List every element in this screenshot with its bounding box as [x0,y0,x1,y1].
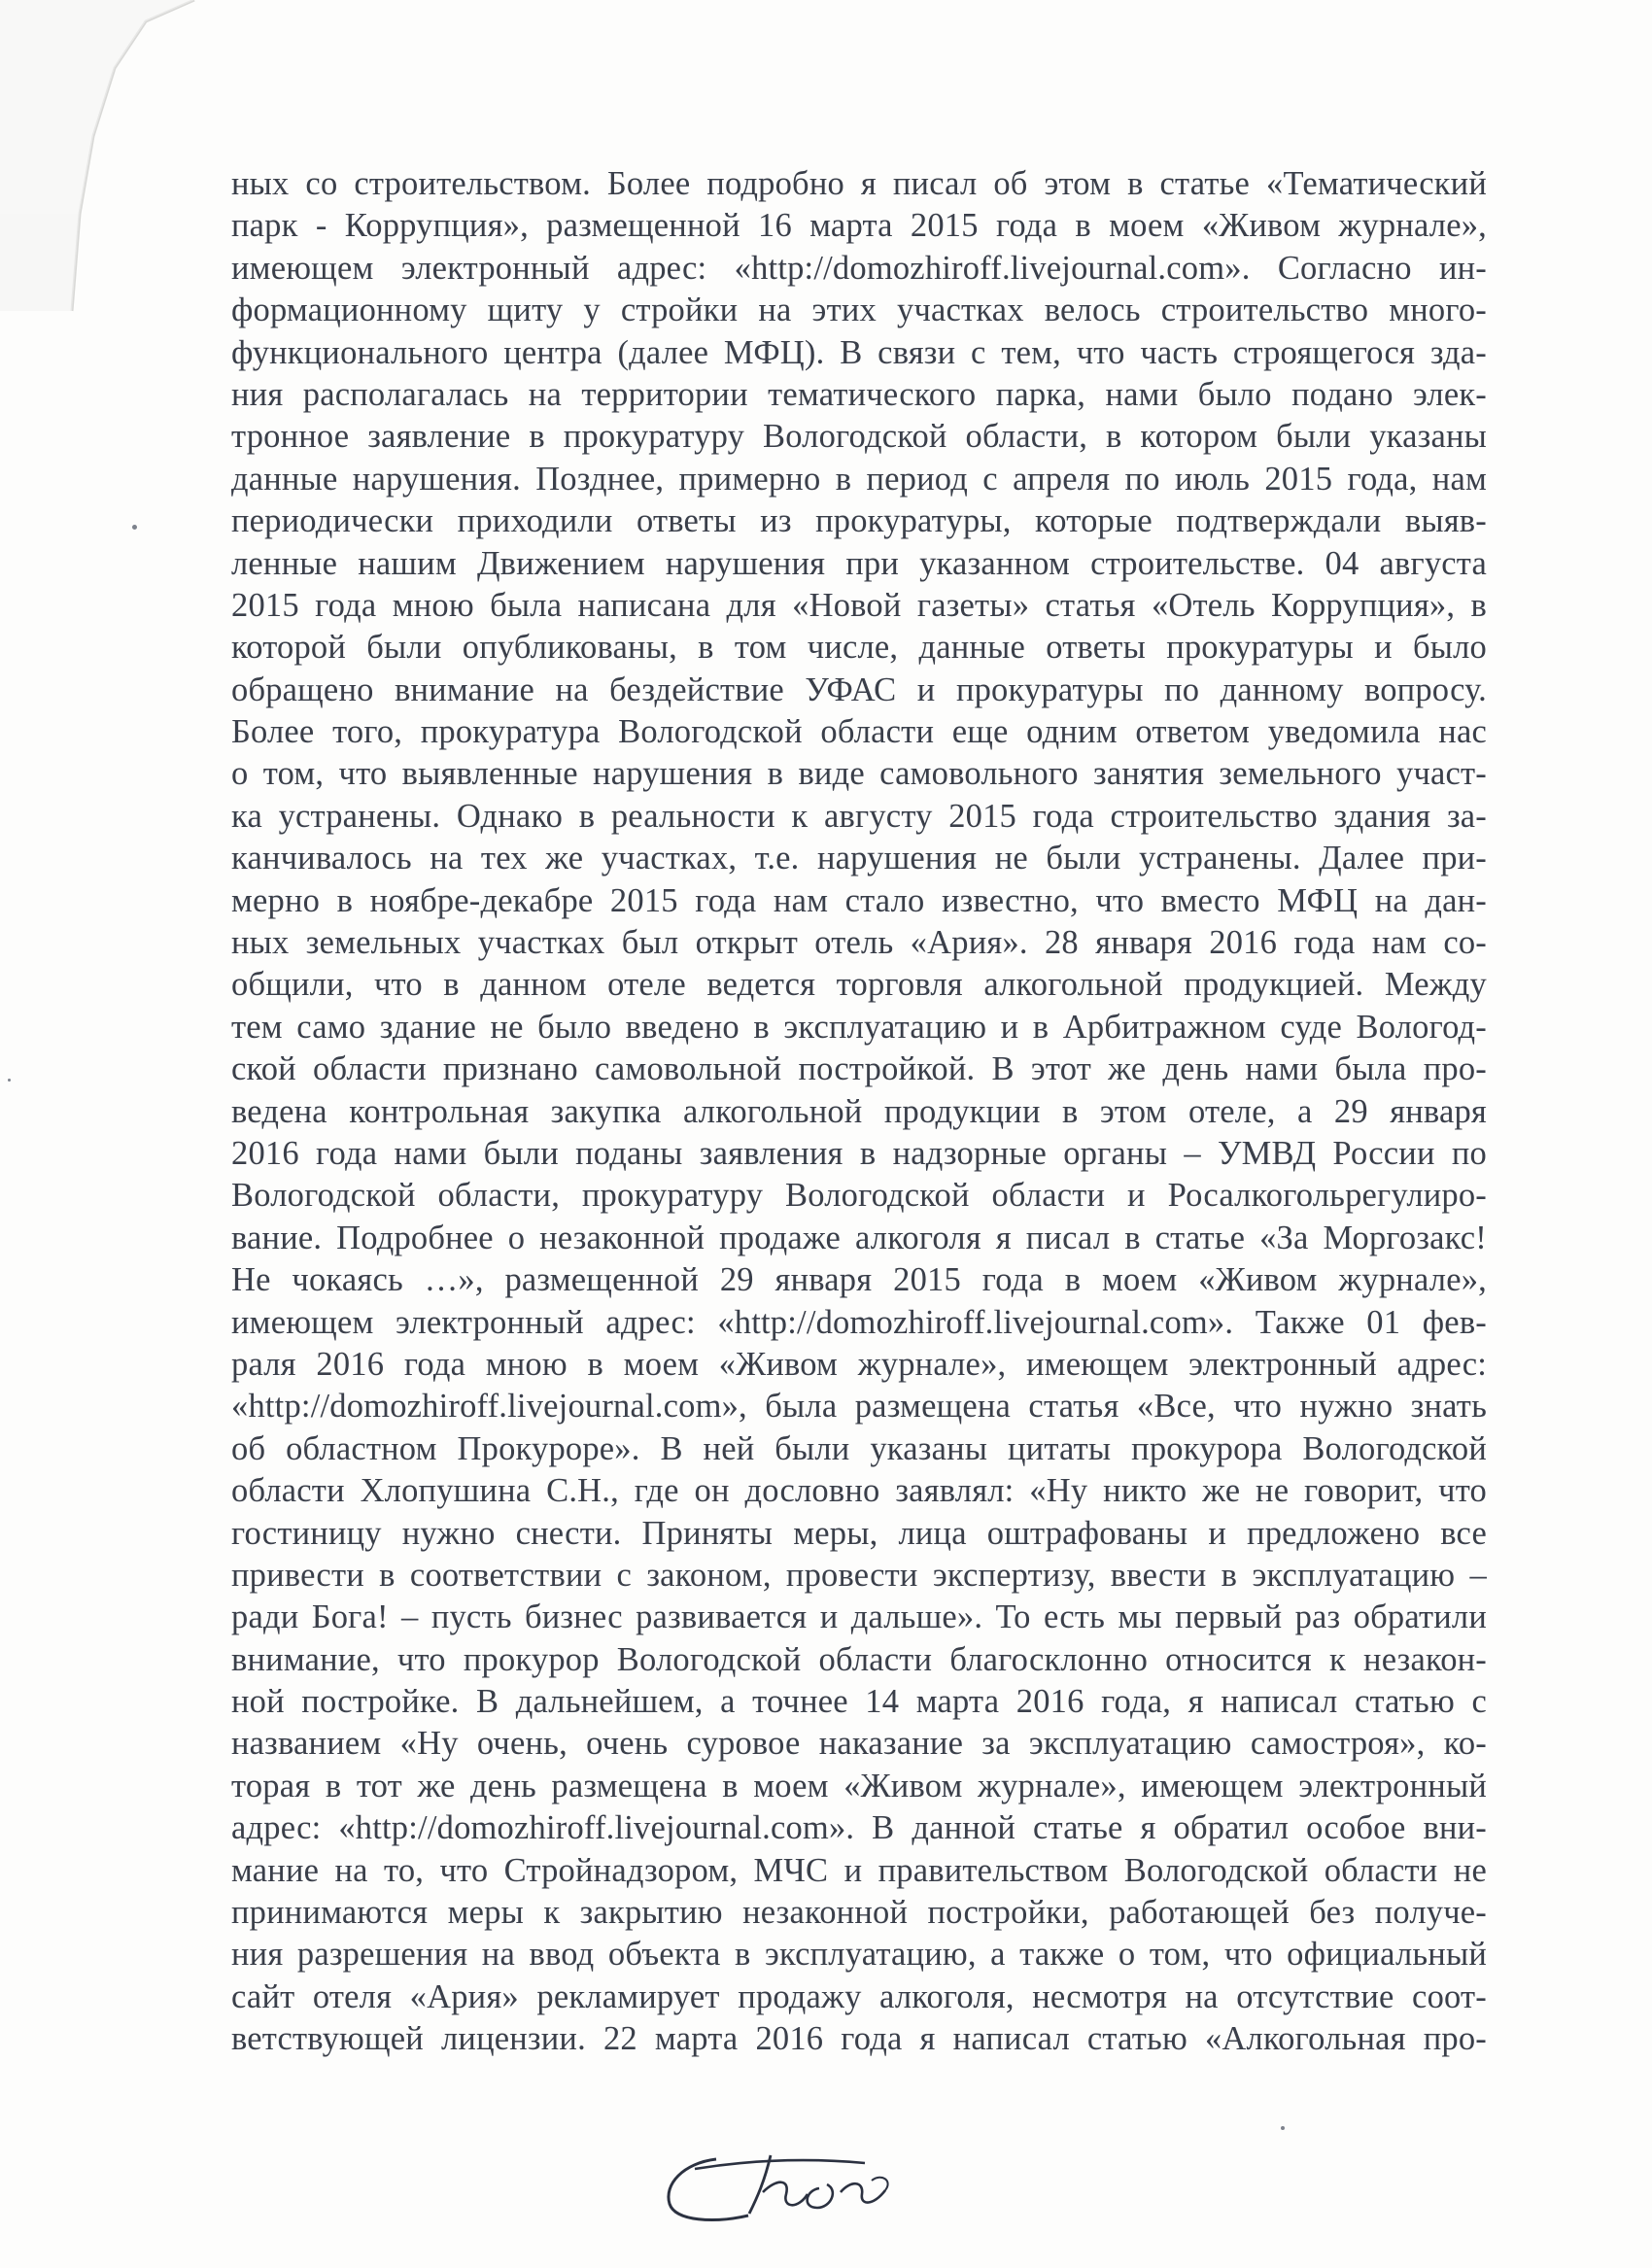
text-line: принимаются меры к закрытию незаконной постройки, работающей без получе- [231,1894,1487,1932]
text-line: привести в соответствии с законом, провести экспертизу, ввести в эксплуатацию – [231,1556,1487,1594]
text-line: торая в тот же день размещена в моем «Живом журнале», имеющем электронный [231,1767,1487,1804]
text-line: Вологодской области, прокуратуру Вологодской области и Росалкогольрегулиро- [231,1177,1487,1215]
text-line: ской области признано самовольной постройкой. В этот же день нами была про- [231,1050,1487,1088]
text-line: обращено внимание на бездействие УФАС и прокуратуры по данному вопросу. [231,670,1487,708]
text-line: мерно в ноябре-декабре 2015 года нам стало известно, что вместо МФЦ на дан- [231,881,1487,919]
text-line: о том, что выявленные нарушения в виде самовольного занятия земельного участ- [231,755,1487,793]
text-line: ленные нашим Движением нарушения при указанном строительстве. 04 августа [231,544,1487,582]
text-line: периодически приходили ответы из прокуратуры, которые подтверждали выяв- [231,502,1487,540]
text-line: которой были опубликованы, в том числе, данные ответы прокуратуры и было [231,629,1487,667]
text-line: ради Бога! – пусть бизнес развивается и дальше». То есть мы первый раз обратили [231,1598,1487,1636]
text-line: Более того, прокуратура Вологодской области еще одним ответом уведомила нас [231,713,1487,751]
text-line: имеющем электронный адрес: «http://domozhiroff.livejournal.com». Также 01 фев- [231,1303,1487,1341]
text-line: ветствующей лицензии. 22 марта 2016 года я написал статью «Алкогольная про- [231,2020,1487,2058]
text-line: вание. Подробнее о незаконной продаже алкоголя я писал в статье «За Моргозакс! [231,1219,1487,1256]
text-line: «http://domozhiroff.livejournal.com», была размещена статья «Все, что нужно знать [231,1388,1487,1426]
text-line: 2016 года нами были поданы заявления в надзорные органы – УМВД России по [231,1134,1487,1172]
document-body [231,163,1487,2061]
handwritten-signature [656,2134,918,2231]
text-line: общили, что в данном отеле ведется торговля алкогольной продукцией. Между [231,966,1487,1004]
text-line: функционального центра (далее МФЦ). В связи с тем, что часть строящегося зда- [231,333,1487,371]
scan-speck [1281,2126,1285,2130]
text-line: 2015 года мною была написана для «Новой газеты» статья «Отель Коррупция», в [231,586,1487,624]
text-line: формационному щиту у стройки на этих участках велось строительство много- [231,292,1487,329]
text-line: ния располагалась на территории тематического парка, нами было подано элек- [231,375,1487,413]
text-line: внимание, что прокурор Вологодской области благосклонно относится к незакон- [231,1640,1487,1678]
text-line: области Хлопушина С.Н., где он дословно заявлял: «Ну никто же не говорит, что [231,1472,1487,1510]
text-line: данные нарушения. Позднее, примерно в период с апреля по июль 2015 года, нам [231,460,1487,498]
text-line: об областном Прокуроре». В ней были указаны цитаты прокурора Вологодской [231,1429,1487,1467]
text-line: сайт отеля «Ария» рекламирует продажу алкоголя, несмотря на отсутствие соот- [231,1977,1487,2015]
text-line: имеющем электронный адрес: «http://domozhiroff.livejournal.com». Согласно ин- [231,249,1487,287]
text-line: мание на то, что Стройнадзором, МЧС и правительством Вологодской области не [231,1851,1487,1889]
text-line: ка устранены. Однако в реальности к августу 2015 года строительство здания за- [231,797,1487,835]
text-line: ных со строительством. Более подробно я писал об этом в статье «Тематический [231,165,1487,202]
text-line: ных земельных участках был открыт отель «Ария». 28 января 2016 года нам со- [231,924,1487,962]
text-line: канчивалось на тех же участках, т.е. нарушения не были устранены. Далее при- [231,840,1487,877]
text-line: ния разрешения на ввод объекта в эксплуатацию, а также о том, что официальный [231,1936,1487,1974]
text-line: тронное заявление в прокуратуру Вологодской области, в котором были указаны [231,418,1487,456]
text-line: ной постройке. В дальнейшем, а точнее 14 марта 2016 года, я написал статью с [231,1683,1487,1721]
text-line: гостиницу нужно снести. Приняты меры, лица оштрафованы и предложено все [231,1514,1487,1552]
text-line: названием «Ну очень, очень суровое наказание за эксплуатацию самостроя», ко- [231,1725,1487,1763]
text-line: Не чокаясь …», размещенной 29 января 2015 года в моем «Живом журнале», [231,1261,1487,1299]
scan-speck [132,525,137,530]
text-line: раля 2016 года мною в моем «Живом журнале», имеющем электронный адрес: [231,1345,1487,1383]
text-line: ведена контрольная закупка алкогольной продукции в этом отеле, а 29 января [231,1092,1487,1130]
text-line: парк - Коррупция», размещенной 16 марта 2015 года в моем «Живом журнале», [231,207,1487,245]
scan-speck [8,1079,11,1082]
text-line: адрес: «http://domozhiroff.livejournal.com». В данной статье я обратил особое вни- [231,1809,1487,1847]
text-line: тем само здание не было введено в эксплуатацию и в Арбитражном суде Вологод- [231,1008,1487,1046]
